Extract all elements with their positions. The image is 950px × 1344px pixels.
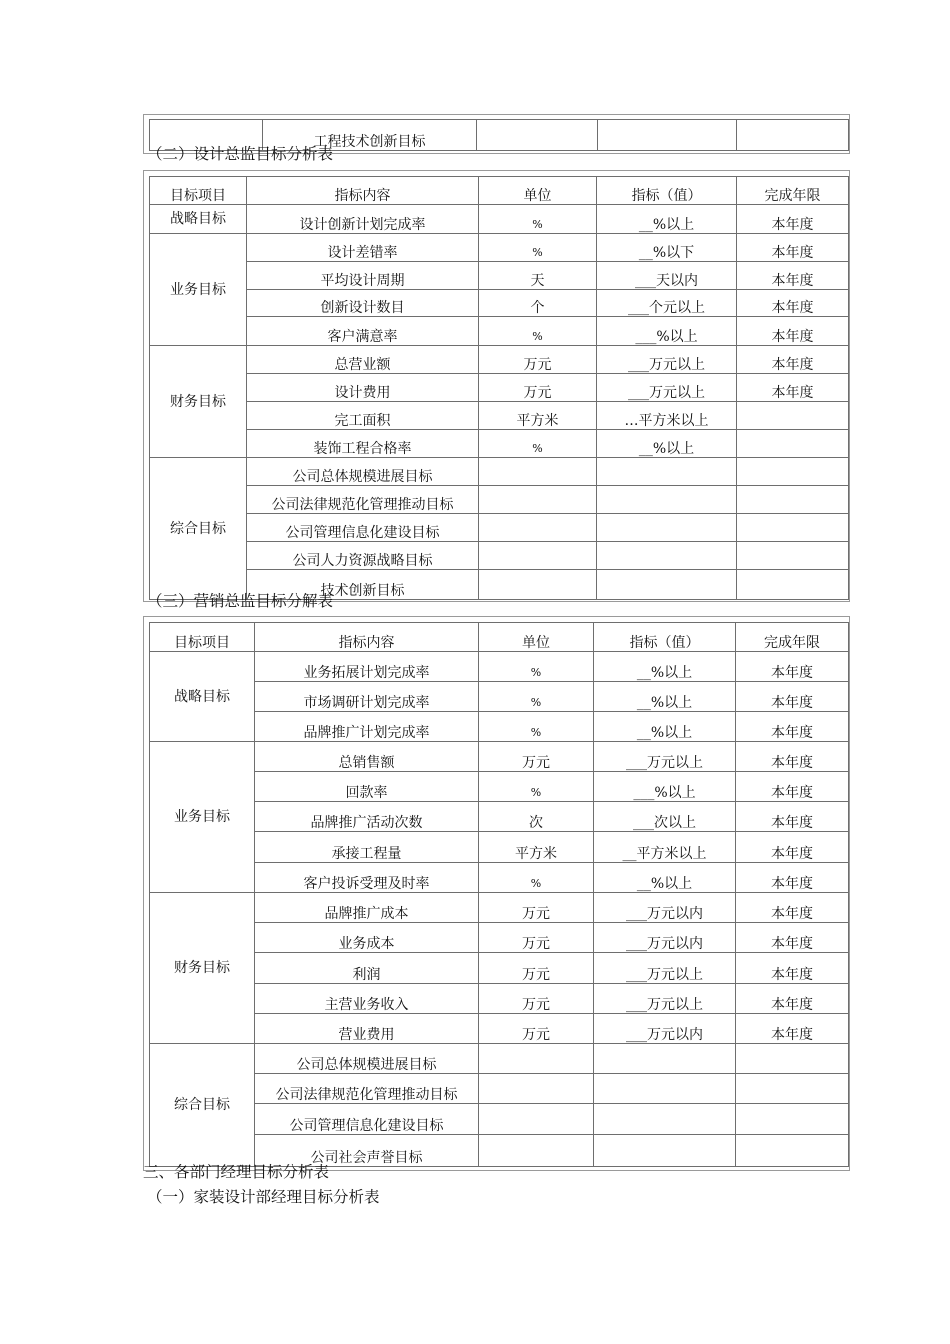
year-cell: 本年度 [736, 984, 849, 1014]
column-header: 单位 [479, 623, 594, 652]
column-header: 指标内容 [247, 177, 479, 205]
target-cell: ___万元以上 [594, 742, 736, 772]
target-cell [594, 1104, 736, 1135]
unit-cell: 万元 [479, 1014, 594, 1044]
indicator-cell: 利润 [255, 953, 479, 984]
year-cell: 本年度 [736, 893, 849, 923]
indicator-cell: 总销售额 [255, 742, 479, 772]
indicator-cell: 公司管理信息化建设目标 [255, 1104, 479, 1135]
indicator-cell: 公司社会声誉目标 [255, 1135, 479, 1167]
indicator-cell: 总营业额 [247, 346, 479, 374]
unit-cell: 次 [479, 802, 594, 832]
year-cell: 本年度 [736, 652, 849, 682]
target-cell [594, 1044, 736, 1074]
unit-cell [479, 570, 597, 600]
target-cell: ___次以上 [594, 802, 736, 832]
table-row [150, 832, 849, 863]
unit-cell: % [479, 317, 597, 346]
table-row [150, 346, 849, 374]
unit-cell [479, 1074, 594, 1104]
unit-cell [479, 1044, 594, 1074]
table-row [150, 742, 849, 772]
target-cell: __%以上 [597, 430, 737, 458]
target-cell: __%以上 [594, 863, 736, 893]
table-row [150, 402, 849, 430]
table-row [150, 863, 849, 893]
unit-cell: % [479, 205, 597, 234]
year-cell: 本年度 [737, 205, 849, 234]
unit-cell: 万元 [479, 893, 594, 923]
marketing-table-body [150, 623, 849, 1167]
target-cell: __%以上 [594, 682, 736, 712]
unit-cell: 个 [479, 290, 597, 317]
indicator-cell: 创新设计数目 [247, 290, 479, 317]
target-cell: ___%以上 [594, 772, 736, 802]
indicator-cell: 营业费用 [255, 1014, 479, 1044]
target-cell: ___天以内 [597, 262, 737, 290]
target-cell: ___万元以内 [594, 923, 736, 953]
target-cell: ___个元以上 [597, 290, 737, 317]
indicator-cell: 设计差错率 [247, 234, 479, 262]
table-row [150, 205, 849, 234]
unit-cell: % [479, 712, 594, 742]
year-cell: 本年度 [736, 742, 849, 772]
indicator-cell: 公司人力资源战略目标 [247, 542, 479, 570]
table-row [150, 1135, 849, 1167]
table-row [150, 1014, 849, 1044]
marketing-section-heading: （三）营销总监目标分解表 [147, 592, 334, 610]
year-cell [737, 542, 849, 570]
indicator-cell: 客户投诉受理及时率 [255, 863, 479, 893]
subsection-one-heading: （一）家装设计部经理目标分析表 [147, 1188, 380, 1206]
year-cell: 本年度 [736, 682, 849, 712]
table-row [150, 234, 849, 262]
indicator-cell: 承接工程量 [255, 832, 479, 863]
year-cell: 本年度 [737, 262, 849, 290]
unit-cell: % [479, 863, 594, 893]
unit-cell: 万元 [479, 923, 594, 953]
indicator-cell: 设计费用 [247, 374, 479, 402]
indicator-cell: 业务拓展计划完成率 [255, 652, 479, 682]
unit-cell: % [479, 430, 597, 458]
design-table-body [150, 177, 849, 600]
unit-cell: % [479, 772, 594, 802]
table-row [150, 953, 849, 984]
year-cell [737, 486, 849, 514]
category-cell: 战略目标 [150, 205, 247, 234]
year-cell [737, 402, 849, 430]
unit-cell: 天 [479, 262, 597, 290]
table-row [150, 984, 849, 1014]
unit-cell: 万元 [479, 953, 594, 984]
unit-cell [479, 458, 597, 486]
indicator-cell: 客户满意率 [247, 317, 479, 346]
year-cell: 本年度 [737, 346, 849, 374]
indicator-cell: 平均设计周期 [247, 262, 479, 290]
table-row [150, 262, 849, 290]
unit-cell [479, 486, 597, 514]
target-cell: ___万元以上 [597, 374, 737, 402]
indicator-cell: 公司管理信息化建设目标 [247, 514, 479, 542]
indicator-cell: 业务成本 [255, 923, 479, 953]
column-header: 完成年限 [736, 623, 849, 652]
year-cell: 本年度 [736, 802, 849, 832]
design-target-table [149, 176, 849, 600]
table-row [150, 923, 849, 953]
target-cell: __%以上 [597, 205, 737, 234]
unit-cell: % [479, 234, 597, 262]
indicator-cell: 品牌推广活动次数 [255, 802, 479, 832]
table-row [150, 652, 849, 682]
target-cell [597, 486, 737, 514]
table-row [150, 514, 849, 542]
column-header: 目标项目 [150, 177, 247, 205]
target-cell [597, 458, 737, 486]
year-cell [737, 570, 849, 600]
year-cell [736, 1074, 849, 1104]
table-row [150, 682, 849, 712]
category-cell: 战略目标 [150, 652, 255, 742]
year-cell [737, 458, 849, 486]
column-header: 指标（值） [594, 623, 736, 652]
table-row [150, 542, 849, 570]
indicator-cell: 市场调研计划完成率 [255, 682, 479, 712]
table-row [150, 712, 849, 742]
indicator-cell: 公司总体规模进展目标 [247, 458, 479, 486]
indicator-cell: 完工面积 [247, 402, 479, 430]
table-row [150, 290, 849, 317]
target-cell: __%以上 [594, 652, 736, 682]
target-cell: ___%以上 [597, 317, 737, 346]
target-cell: …平方米以上 [597, 402, 737, 430]
year-cell: 本年度 [737, 317, 849, 346]
target-cell: ___万元以内 [594, 1014, 736, 1044]
unit-cell: 万元 [479, 742, 594, 772]
unit-cell: 万元 [479, 346, 597, 374]
unit-cell [479, 1135, 594, 1167]
indicator-cell: 品牌推广计划完成率 [255, 712, 479, 742]
section-three-heading: 三、各部门经理目标分析表 [143, 1163, 330, 1181]
category-cell: 业务目标 [150, 742, 255, 893]
unit-cell: 平方米 [479, 402, 597, 430]
table-row [150, 430, 849, 458]
unit-cell: % [479, 682, 594, 712]
column-header: 单位 [479, 177, 597, 205]
indicator-cell: 设计创新计划完成率 [247, 205, 479, 234]
year-cell [737, 430, 849, 458]
year-cell: 本年度 [736, 923, 849, 953]
target-cell: __%以上 [594, 712, 736, 742]
indicator-cell: 公司总体规模进展目标 [255, 1044, 479, 1074]
unit-cell: % [479, 652, 594, 682]
indicator-cell: 技术创新目标 [247, 570, 479, 600]
table-row [150, 486, 849, 514]
target-cell [597, 514, 737, 542]
year-cell [736, 1044, 849, 1074]
target-cell: ___万元以上 [597, 346, 737, 374]
target-cell: ___万元以上 [594, 984, 736, 1014]
target-cell [597, 570, 737, 600]
category-cell: 综合目标 [150, 1044, 255, 1167]
table-row [150, 317, 849, 346]
indicator-cell: 主营业务收入 [255, 984, 479, 1014]
year-cell: 本年度 [736, 712, 849, 742]
column-header: 完成年限 [737, 177, 849, 205]
unit-cell: 万元 [479, 984, 594, 1014]
year-cell: 本年度 [736, 1014, 849, 1044]
target-cell [594, 1135, 736, 1167]
category-cell: 财务目标 [150, 346, 247, 458]
target-cell: __平方米以上 [594, 832, 736, 863]
column-header: 指标内容 [255, 623, 479, 652]
top-fragment-label: 工程技术创新目标 [263, 120, 477, 151]
year-cell: 本年度 [736, 772, 849, 802]
unit-cell [479, 542, 597, 570]
year-cell: 本年度 [736, 832, 849, 863]
year-cell [736, 1135, 849, 1167]
indicator-cell: 公司法律规范化管理推动目标 [247, 486, 479, 514]
target-cell: __%以下 [597, 234, 737, 262]
unit-cell: 平方米 [479, 832, 594, 863]
year-cell: 本年度 [737, 234, 849, 262]
table-row [150, 772, 849, 802]
target-cell [597, 542, 737, 570]
table-row [150, 374, 849, 402]
table-row [150, 1044, 849, 1074]
unit-cell [479, 1104, 594, 1135]
target-cell: ___万元以内 [594, 893, 736, 923]
unit-cell: 万元 [479, 374, 597, 402]
column-header: 指标（值） [597, 177, 737, 205]
table-row [150, 1104, 849, 1135]
year-cell: 本年度 [737, 374, 849, 402]
marketing-target-table [149, 622, 849, 1167]
category-cell: 综合目标 [150, 458, 247, 600]
header-row [150, 177, 849, 205]
design-section-heading: （二）设计总监目标分析表 [147, 145, 334, 163]
category-cell: 业务目标 [150, 234, 247, 346]
target-cell [594, 1074, 736, 1104]
indicator-cell: 回款率 [255, 772, 479, 802]
indicator-cell: 公司法律规范化管理推动目标 [255, 1074, 479, 1104]
table-row [150, 893, 849, 923]
year-cell: 本年度 [737, 290, 849, 317]
unit-cell [479, 514, 597, 542]
category-cell: 财务目标 [150, 893, 255, 1044]
table-row [150, 1074, 849, 1104]
header-row [150, 623, 849, 652]
indicator-cell: 装饰工程合格率 [247, 430, 479, 458]
indicator-cell: 品牌推广成本 [255, 893, 479, 923]
year-cell [736, 1104, 849, 1135]
year-cell [737, 514, 849, 542]
column-header: 目标项目 [150, 623, 255, 652]
target-cell: ___万元以上 [594, 953, 736, 984]
table-row [150, 802, 849, 832]
year-cell: 本年度 [736, 953, 849, 984]
table-row [150, 458, 849, 486]
year-cell: 本年度 [736, 863, 849, 893]
